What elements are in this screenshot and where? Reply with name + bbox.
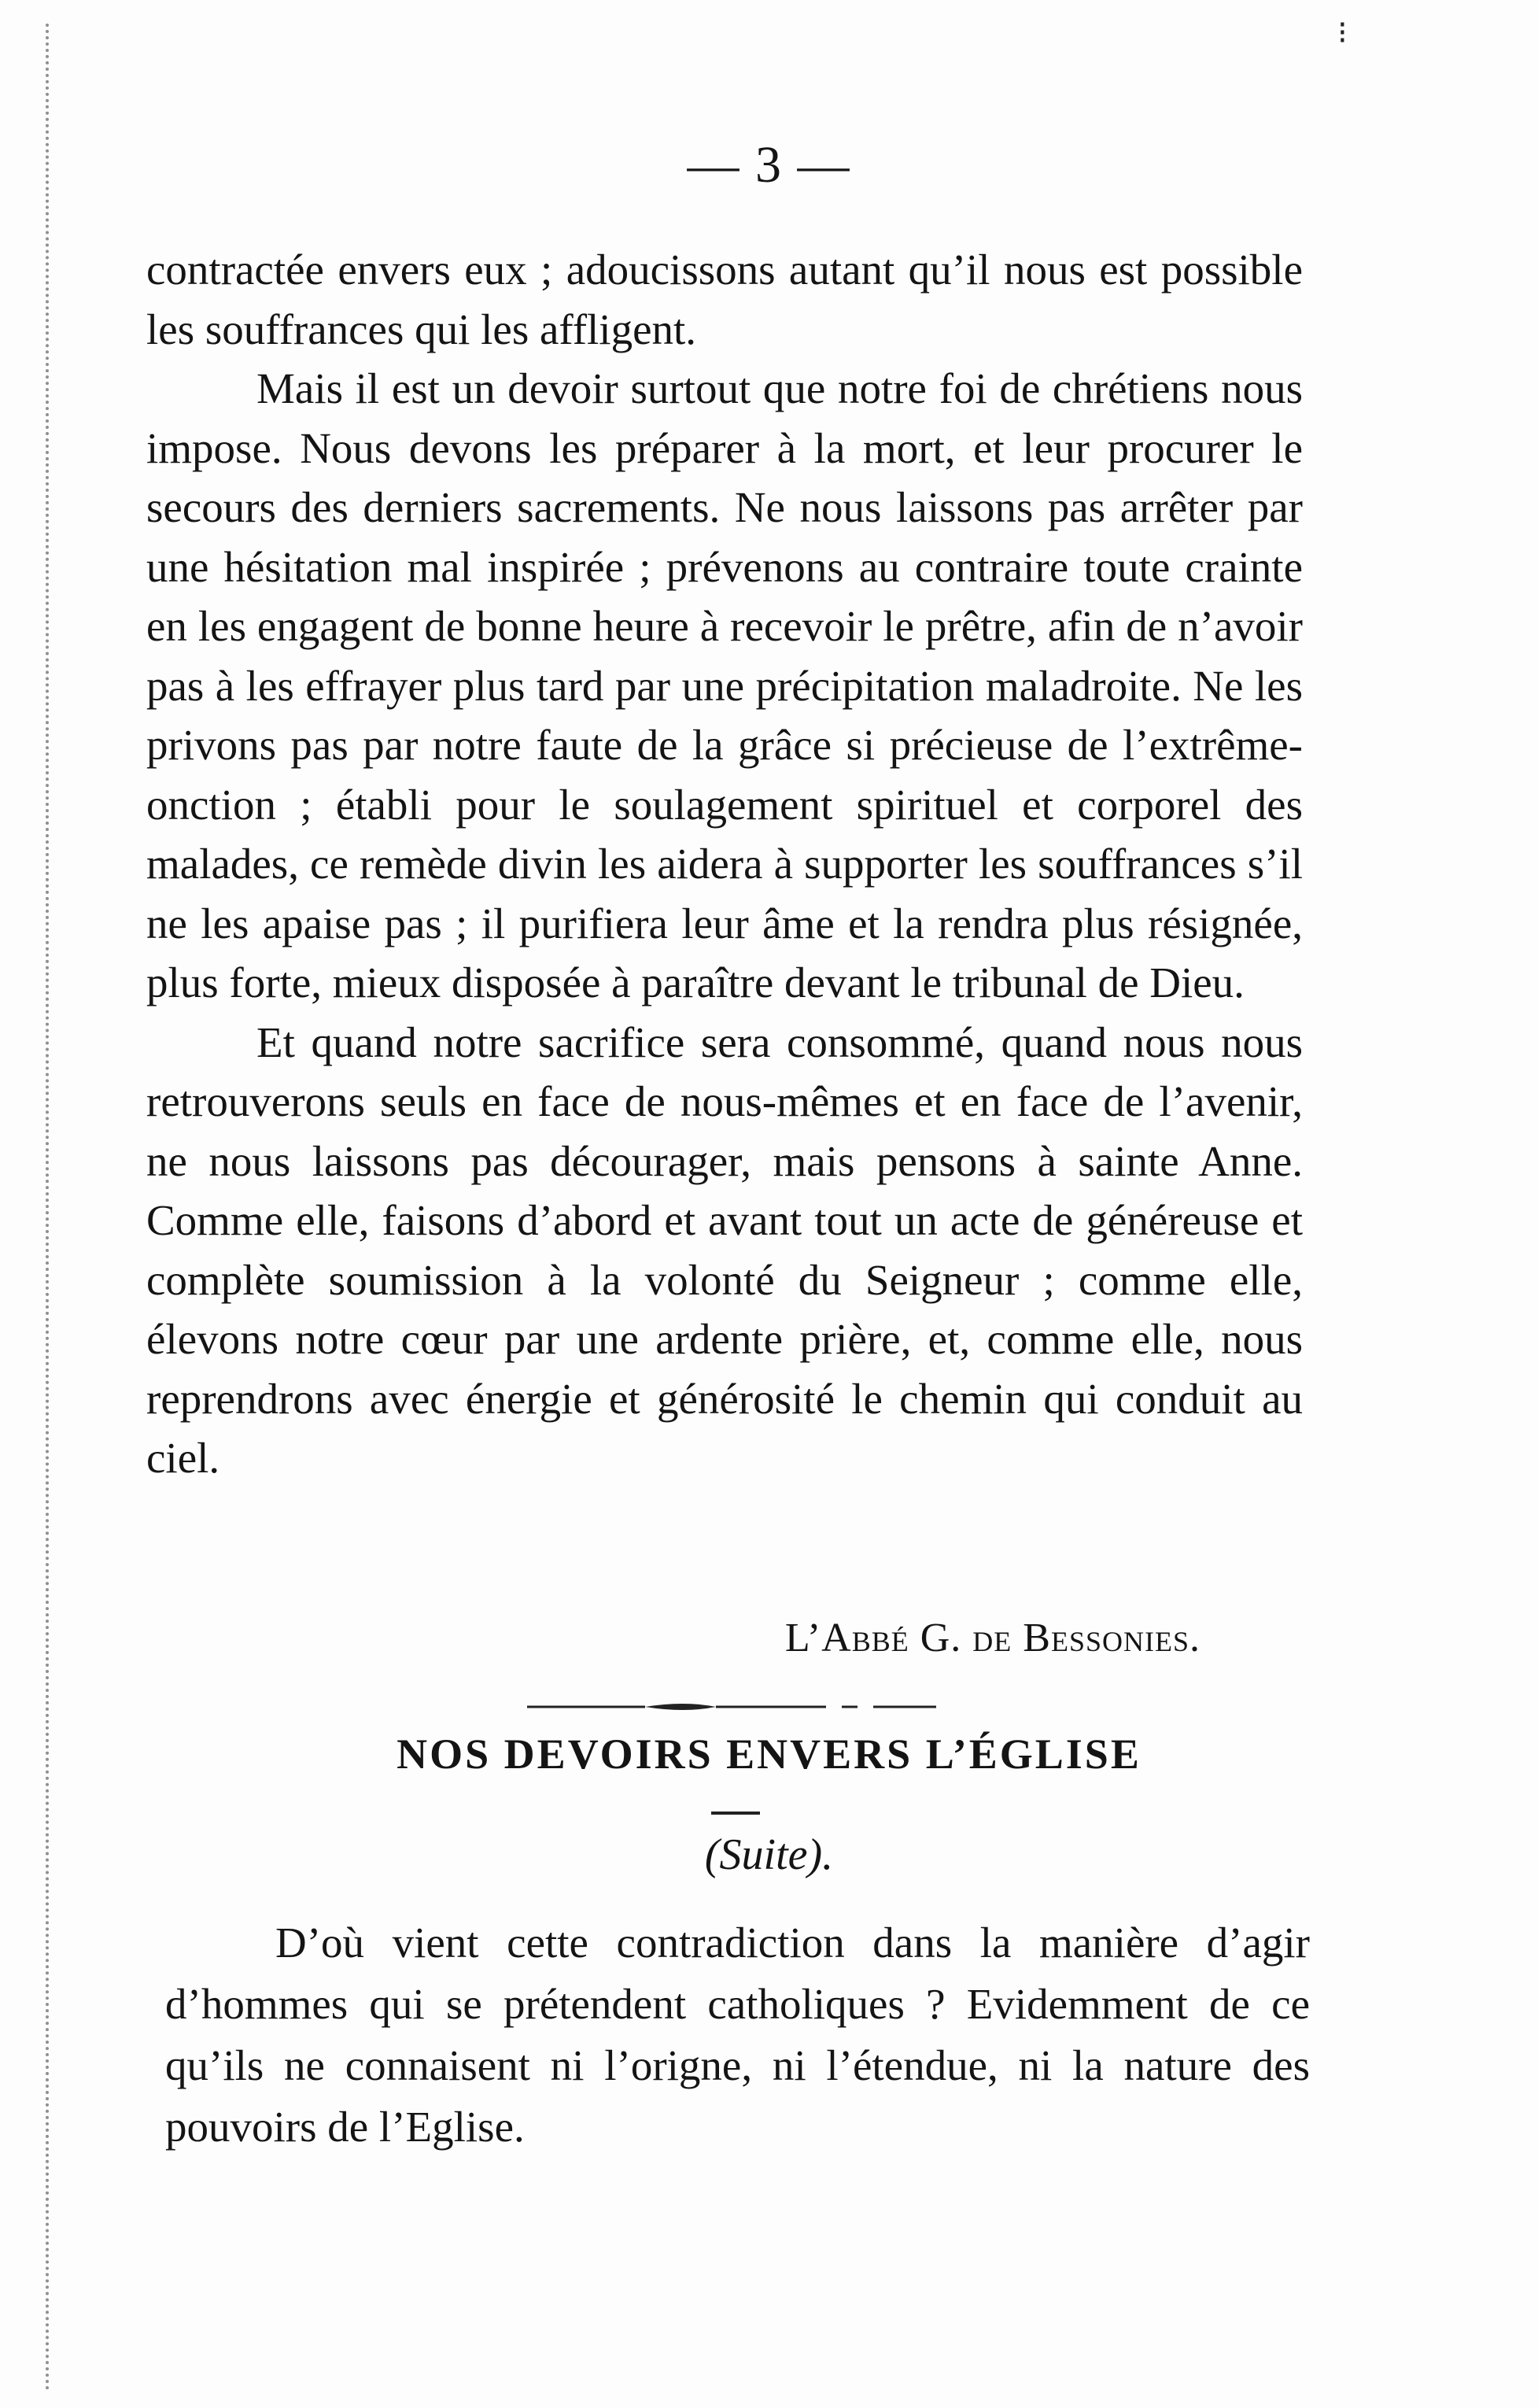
section-title: NOS DEVOIRS ENVERS L’ÉGLISE bbox=[396, 1730, 1142, 1778]
scan-speck: ⁝ bbox=[1337, 15, 1348, 51]
section-paragraph-1: D’où vient cette contradiction dans la manière d’agir d’hommes qui se prétendent catholiques ? Evidemment de ce qu’ils ne connaisent ni l’origne, ni l’étendue, ni la nature des pouvoirs de l’Eglise. bbox=[165, 1919, 1310, 2151]
ornamental-rule bbox=[527, 1702, 936, 1712]
paragraph-2: Mais il est un devoir surtout que notre foi de chrétiens nous impose. Nous devons les préparer à la mort, et leur procurer le secours des derniers sacrements. Ne nous laissons pas arrêter par une hésitation mal inspirée ; prévenons au contraire toute crainte en les engagent de bonne heure à recevoir le prêtre, afin de n’avoir pas à les effrayer plus tard par une précipitation maladroite. Ne les privons pas par notre faute de la grâce si précieuse de l’extrême-onction ; établi pour le soulagement spirituel et corporel des malades, ce remède divin les aidera à supporter les souffrances s’il ne les apaise pas ; il purifiera leur âme et la rendra plus résignée, plus forte, mieux disposée à paraître devant le tribunal de Dieu. bbox=[146, 364, 1303, 1006]
title-divider bbox=[711, 1812, 760, 1815]
section-body bbox=[165, 1912, 1310, 2158]
section-subtitle: (Suite). bbox=[704, 1830, 834, 1879]
paragraph-3: Et quand notre sacrifice sera consommé, quand nous nous retrouverons seuls en face de nous-mêmes et en face de l’avenir, ne nous laissons pas décourager, mais pensons à sainte Anne. Comme elle, faisons d’abord et avant tout un acte de généreuse et complète soumission à la volonté du Seigneur ; comme elle, élevons notre cœur par une ardente prière, et, comme elle, nous reprendrons avec énergie et générosité le chemin qui conduit au ciel. bbox=[146, 1017, 1303, 1482]
author-signature: L’Abbé G. de Bessonies. bbox=[784, 1616, 1201, 1660]
paragraph-1: contractée envers eux ; adoucissons autant qu’il nous est possible les souffrances qui les affligent. bbox=[146, 246, 1303, 353]
page-number: — 3 — bbox=[687, 136, 851, 194]
binding-edge bbox=[46, 24, 49, 2392]
body-text bbox=[146, 240, 1303, 1488]
